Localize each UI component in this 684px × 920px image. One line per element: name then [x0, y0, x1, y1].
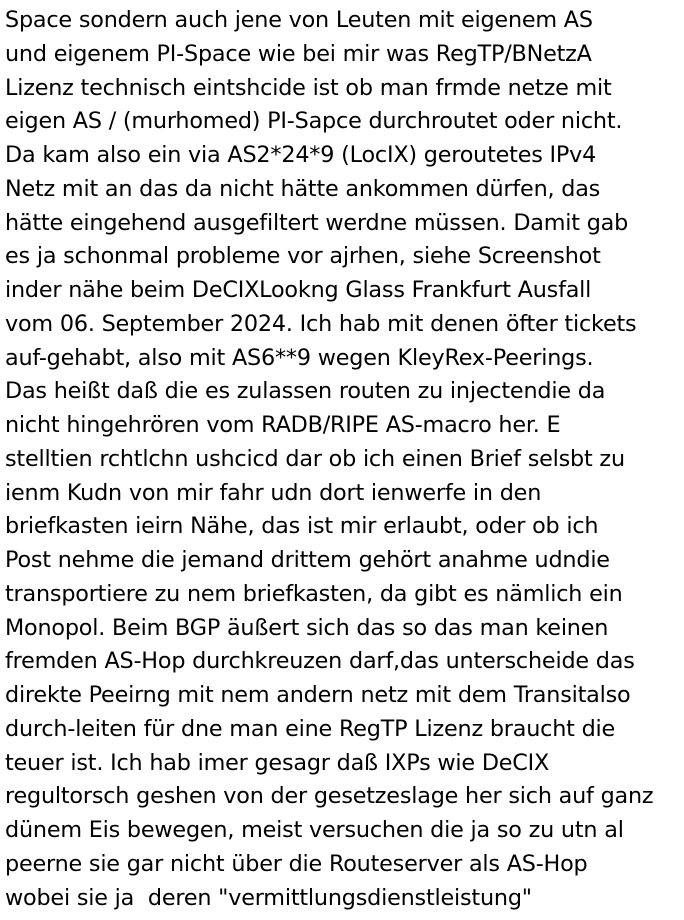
text-line-1: Space sondern auch jene von Leuten mit eigenem AS	[5, 7, 593, 33]
text-line-18: transportiere zu nem briefkasten, da gibt es nämlich ein	[5, 580, 623, 607]
text-line-22: durch-leiten für dne man eine RegTP Lizenz braucht die	[5, 715, 616, 742]
text-line-20: fremden AS-Hop durchkreuzen darf,das unterscheide das	[5, 648, 635, 675]
text-line-3: Lizenz technisch eintshcide ist ob man frmde netze mit	[5, 74, 612, 101]
text-line-17: Post nehme die jemand drittem gehört anahme udndie	[5, 547, 610, 573]
text-line-5: Da kam also ein via AS2*24*9 (LocIX) geroutetes IPv4	[5, 142, 597, 168]
document-body	[5, 4, 683, 915]
text-line-15: ienm Kudn von mir fahr udn dort ienwerfe in den	[5, 479, 542, 506]
text-line-8: es ja schonmal probleme vor ajrhen, siehe Screenshot	[5, 243, 601, 270]
text-line-14: stelltien rchtlchn ushcicd dar ob ich einen Brief selsbt zu	[5, 445, 625, 472]
text-line-26: peerne sie gar nicht über die Routeserver als AS-Hop	[5, 850, 588, 877]
text-line-6: Netz mit an das da nicht hätte ankommen dürfen, das	[5, 175, 601, 202]
text-line-12: Das heißt daß die es zulassen routen zu injectendie da	[5, 378, 606, 405]
text-line-19: Monopol. Beim BGP äußert sich das so das man keinen	[5, 614, 609, 641]
text-line-21: direkte Peeirng mit nem andern netz mit dem Transitalso	[5, 682, 631, 708]
text-line-9: inder nähe beim DeCIXLookng Glass Frankfurt Ausfall	[5, 277, 592, 303]
text-line-25: dünem Eis bewegen, meist versuchen die ja so zu utn al	[5, 817, 624, 843]
text-line-10: vom 06. September 2024. Ich hab mit denen öfter tickets	[5, 310, 637, 337]
text-line-24: regultorsch geshen von der gesetzeslage her sich auf ganz	[5, 783, 654, 810]
text-line-11: auf-gehabt, also mit AS6**9 wegen KleyRex-Peerings.	[5, 344, 594, 371]
text-line-2: und eigenem PI-Space wie bei mir was RegTP/BNetzA	[5, 40, 592, 67]
text-line-7: hätte eingehend ausgefiltert werdne müssen. Damit gab	[5, 209, 629, 236]
text-line-13: nicht hingehrören vom RADB/RIPE AS-macro her. E	[5, 412, 561, 438]
text-line-4: eigen AS / (murhomed) PI-Sapce durchroutet oder nicht.	[5, 108, 623, 135]
text-line-16: briefkasten ieirn Nähe, das ist mir erlaubt, oder ob ich	[5, 513, 599, 540]
text-line-27: wobei sie ja deren "vermittlungsdienstleistung"	[5, 884, 532, 911]
text-line-23: teuer ist. Ich hab imer gesagr daß IXPs wie DeCIX	[5, 749, 550, 776]
